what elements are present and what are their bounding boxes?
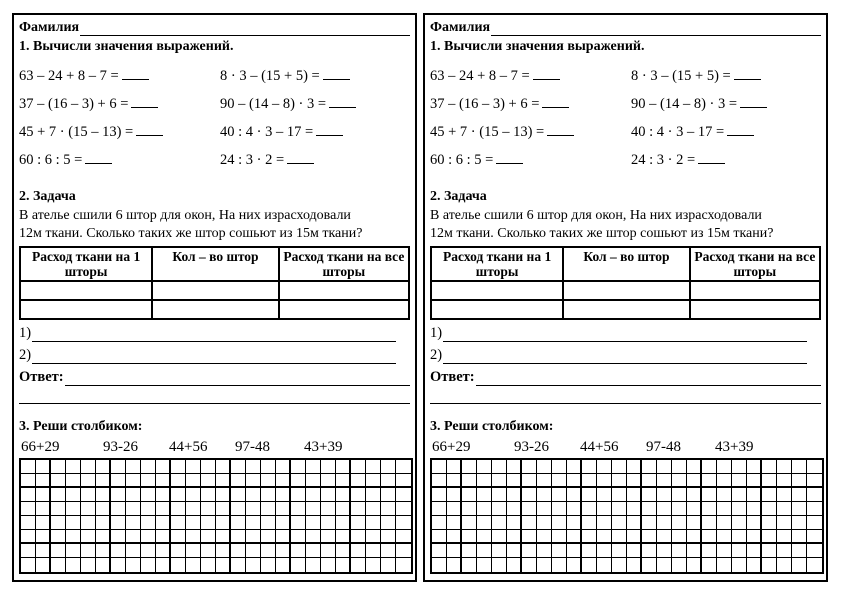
section2-title: 2. Задача (19, 189, 76, 204)
expression-row (430, 96, 821, 113)
column-problem: 93-26 (514, 439, 549, 455)
table-header-cell: Кол – во штор (152, 247, 278, 281)
answer-blank (136, 125, 163, 136)
squared-work-grid (19, 458, 413, 574)
table-empty-cell (690, 300, 820, 319)
answer-blank (316, 125, 343, 136)
expression: 60 : 6 : 5 = (430, 152, 631, 169)
expression: 8 · 3 – (15 + 5) = (631, 68, 761, 85)
answer-blank (131, 97, 158, 108)
write-line (443, 326, 807, 342)
expression-row (430, 152, 821, 169)
table-empty-cell (431, 300, 563, 319)
write-line (430, 390, 821, 404)
answer-blank (734, 69, 761, 80)
write-line (443, 348, 807, 364)
expression: 90 – (14 – 8) · 3 = (220, 96, 356, 113)
column-problem: 43+39 (715, 439, 754, 455)
expression: 90 – (14 – 8) · 3 = (631, 96, 767, 113)
table-header-row (20, 247, 409, 281)
answer-blank (698, 153, 725, 164)
table-header-cell: Кол – во штор (563, 247, 689, 281)
answer-label: Ответ: (19, 369, 64, 385)
expression-row (19, 124, 410, 141)
section1-title: 1. Вычисли значения выражений. (430, 39, 645, 54)
answer-line (19, 366, 410, 386)
table-row (20, 300, 409, 319)
expression-row (19, 152, 410, 169)
table-header-cell: Расход ткани на все шторы (279, 247, 409, 281)
table-empty-cell (563, 300, 689, 319)
problem-table (430, 246, 821, 320)
table-empty-cell (279, 300, 409, 319)
expression-row (430, 68, 821, 85)
expression-row (430, 124, 821, 141)
answer-blank (533, 69, 560, 80)
answer-blank (740, 97, 767, 108)
expression: 8 · 3 – (15 + 5) = (220, 68, 350, 85)
expression: 40 : 4 · 3 – 17 = (631, 124, 754, 141)
column-problem: 93-26 (103, 439, 138, 455)
table-header-row (431, 247, 820, 281)
worksheet-copy-1 (12, 13, 417, 582)
expression: 60 : 6 : 5 = (19, 152, 220, 169)
column-problem: 66+29 (21, 439, 60, 455)
surname-blank-line (491, 20, 821, 36)
expression: 45 + 7 · (15 – 13) = (19, 124, 220, 141)
write-line (65, 370, 410, 386)
expression-row (19, 68, 410, 85)
answer-blank (542, 97, 569, 108)
expression: 24 : 3 · 2 = (220, 152, 314, 169)
table-empty-cell (563, 281, 689, 300)
expression: 63 – 24 + 8 – 7 = (19, 68, 220, 85)
problem-text-line1: В ателье сшили 6 штор для окон, На них израсходовали (19, 208, 351, 223)
column-problem: 97-48 (646, 439, 681, 455)
table-empty-cell (152, 300, 278, 319)
column-problems (19, 439, 410, 456)
write-line (32, 326, 396, 342)
column-problems (430, 439, 821, 456)
surname-line (19, 18, 410, 36)
answer-blank (547, 125, 574, 136)
expression-row (19, 96, 410, 113)
worksheet-copy-2 (423, 13, 828, 582)
step-line-1: 1) (430, 322, 821, 342)
surname-label: Фамилия (19, 20, 80, 35)
table-empty-cell (690, 281, 820, 300)
table-row (431, 300, 820, 319)
column-problem: 44+56 (580, 439, 619, 455)
expression: 45 + 7 · (15 – 13) = (430, 124, 631, 141)
problem-text-line1: В ателье сшили 6 штор для окон, На них израсходовали (430, 208, 762, 223)
expression: 37 – (16 – 3) + 6 = (19, 96, 220, 113)
table-empty-cell (431, 281, 563, 300)
table-row (431, 281, 820, 300)
step-line-1: 1) (19, 322, 410, 342)
section2-title: 2. Задача (430, 189, 487, 204)
expression: 24 : 3 · 2 = (631, 152, 725, 169)
section3-title: 3. Реши столбиком: (430, 419, 554, 434)
answer-blank (122, 69, 149, 80)
section1-title: 1. Вычисли значения выражений. (19, 39, 234, 54)
answer-blank (287, 153, 314, 164)
surname-blank-line (80, 20, 410, 36)
write-line (476, 370, 821, 386)
expression: 37 – (16 – 3) + 6 = (430, 96, 631, 113)
write-line (19, 390, 410, 404)
column-problem: 44+56 (169, 439, 208, 455)
expression: 63 – 24 + 8 – 7 = (430, 68, 631, 85)
squared-work-grid (430, 458, 824, 574)
answer-blank (85, 153, 112, 164)
surname-label: Фамилия (430, 20, 491, 35)
column-problem: 43+39 (304, 439, 343, 455)
table-header-cell: Расход ткани на все шторы (690, 247, 820, 281)
problem-table (19, 246, 410, 320)
answer-blank (323, 69, 350, 80)
write-line (32, 348, 396, 364)
problem-text-line2: 12м ткани. Сколько таких же штор сошьют из 15м ткани? (19, 226, 363, 241)
problem-text-line2: 12м ткани. Сколько таких же штор сошьют из 15м ткани? (430, 226, 774, 241)
column-problem: 66+29 (432, 439, 471, 455)
answer-blank (496, 153, 523, 164)
expression: 40 : 4 · 3 – 17 = (220, 124, 343, 141)
table-row (20, 281, 409, 300)
answer-blank (329, 97, 356, 108)
column-problem: 97-48 (235, 439, 270, 455)
table-empty-cell (20, 281, 152, 300)
step-line-2: 2) (19, 344, 410, 364)
answer-blank (727, 125, 754, 136)
answer-label: Ответ: (430, 369, 475, 385)
table-header-cell: Расход ткани на 1 шторы (20, 247, 152, 281)
surname-line (430, 18, 821, 36)
table-empty-cell (279, 281, 409, 300)
step-line-2: 2) (430, 344, 821, 364)
table-empty-cell (20, 300, 152, 319)
answer-line (430, 366, 821, 386)
table-header-cell: Расход ткани на 1 шторы (431, 247, 563, 281)
section3-title: 3. Реши столбиком: (19, 419, 143, 434)
table-empty-cell (152, 281, 278, 300)
